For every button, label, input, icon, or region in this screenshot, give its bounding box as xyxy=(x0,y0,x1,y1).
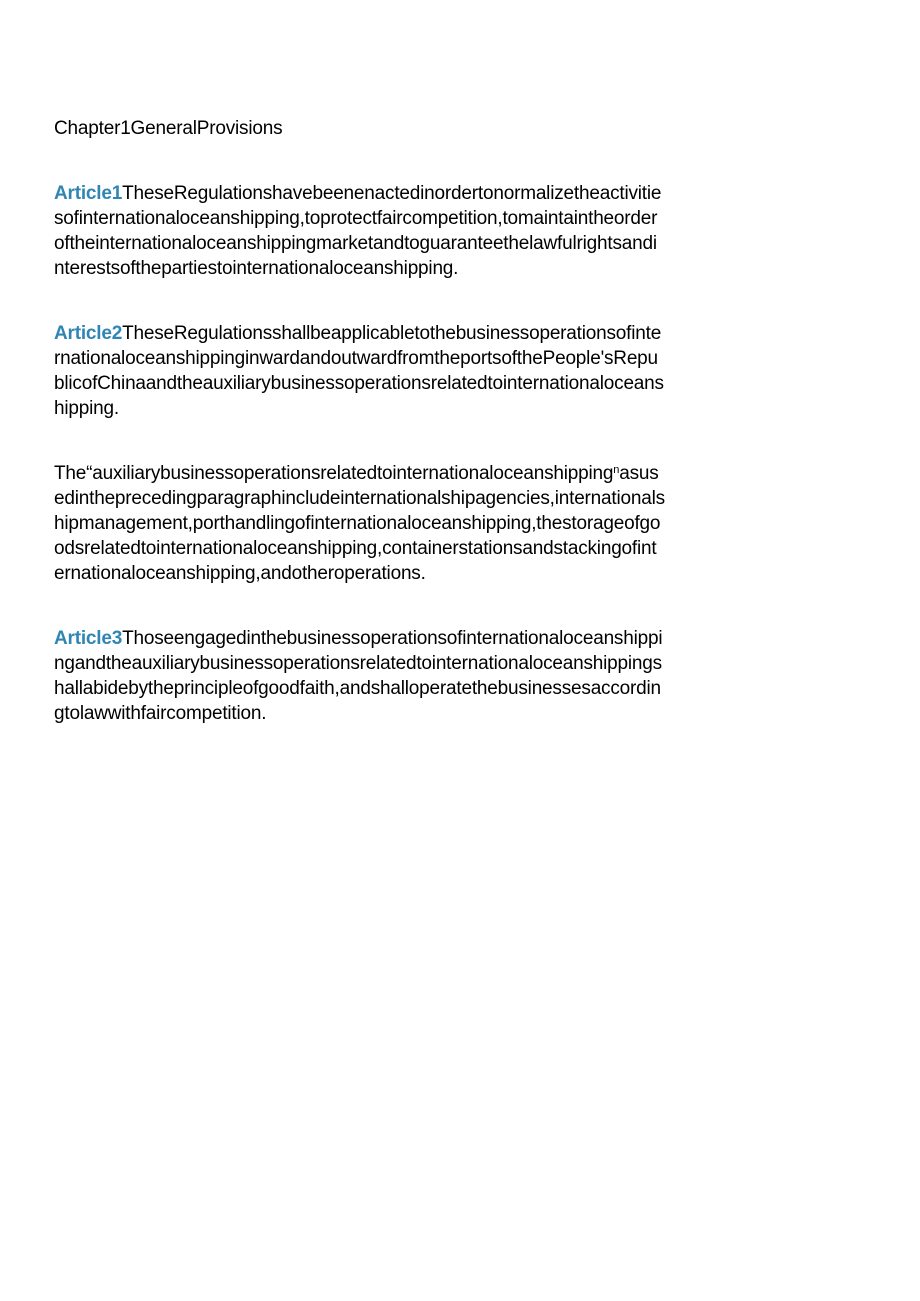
document-page xyxy=(54,116,770,766)
article-1-line-4: nterestsofthepartiestointernationaloceanshipping. xyxy=(54,258,459,279)
article-2-label: Article2 xyxy=(54,323,123,344)
article-3 xyxy=(54,626,770,726)
article-1-line-1 xyxy=(54,181,770,206)
article-3-line-2: ngandtheauxiliarybusinessoperationsrelatedtointernationaloceanshippings xyxy=(54,653,662,674)
article-1-text: TheseRegulationshavebeenenactedinordertonormalizetheactivitie xyxy=(122,183,662,204)
article-1 xyxy=(54,181,770,281)
article-2-para-2-tail: asus xyxy=(619,463,659,484)
superscript-mark: n xyxy=(613,464,620,476)
article-2-para-2-line-5: ernationaloceanshipping,andotheroperations. xyxy=(54,563,426,584)
article-2-para-2-text: The“auxiliarybusinessoperationsrelatedtointernationaloceanshipping xyxy=(54,463,614,484)
article-2 xyxy=(54,321,770,421)
article-1-line-2: sofinternationaloceanshipping,toprotectfaircompetition,tomaintaintheorder xyxy=(54,208,658,229)
article-2-para-2-line-4: odsrelatedtointernationaloceanshipping,containerstationsandstackingofint xyxy=(54,538,657,559)
article-3-line-3: hallabidebytheprincipleofgoodfaith,andshalloperatethebusinessesaccordin xyxy=(54,678,661,699)
article-3-line-4: gtolawwithfaircompetition. xyxy=(54,703,267,724)
article-2-line-4: hipping. xyxy=(54,398,119,419)
article-2-para-2-line-1 xyxy=(54,461,770,486)
article-2-line-3: blicofChinaandtheauxiliarybusinessoperationsrelatedtointernationaloceans xyxy=(54,373,664,394)
article-2-para-2-line-3: hipmanagement,porthandlingofinternationaloceanshipping,thestorageofgo xyxy=(54,513,661,534)
chapter-heading: Chapter1GeneralProvisions xyxy=(54,118,283,139)
article-2-text: TheseRegulationsshallbeapplicabletothebusinessoperationsofinte xyxy=(122,323,662,344)
article-3-text: Thoseengagedinthebusinessoperationsofinternationaloceanshippi xyxy=(122,628,663,649)
article-1-label: Article1 xyxy=(54,183,123,204)
article-2-paragraph-2 xyxy=(54,461,770,586)
article-2-para-2-line-2: edintheprecedingparagraphincludeinternationalshipagencies,internationals xyxy=(54,488,665,509)
article-2-line-1 xyxy=(54,321,770,346)
article-1-line-3: oftheinternationaloceanshippingmarketandtoguaranteethelawfulrightsandi xyxy=(54,233,657,254)
article-3-label: Article3 xyxy=(54,628,123,649)
article-3-line-1 xyxy=(54,626,770,651)
article-2-line-2: rnationaloceanshippinginwardandoutwardfromtheportsofthePeople'sRepu xyxy=(54,348,658,369)
